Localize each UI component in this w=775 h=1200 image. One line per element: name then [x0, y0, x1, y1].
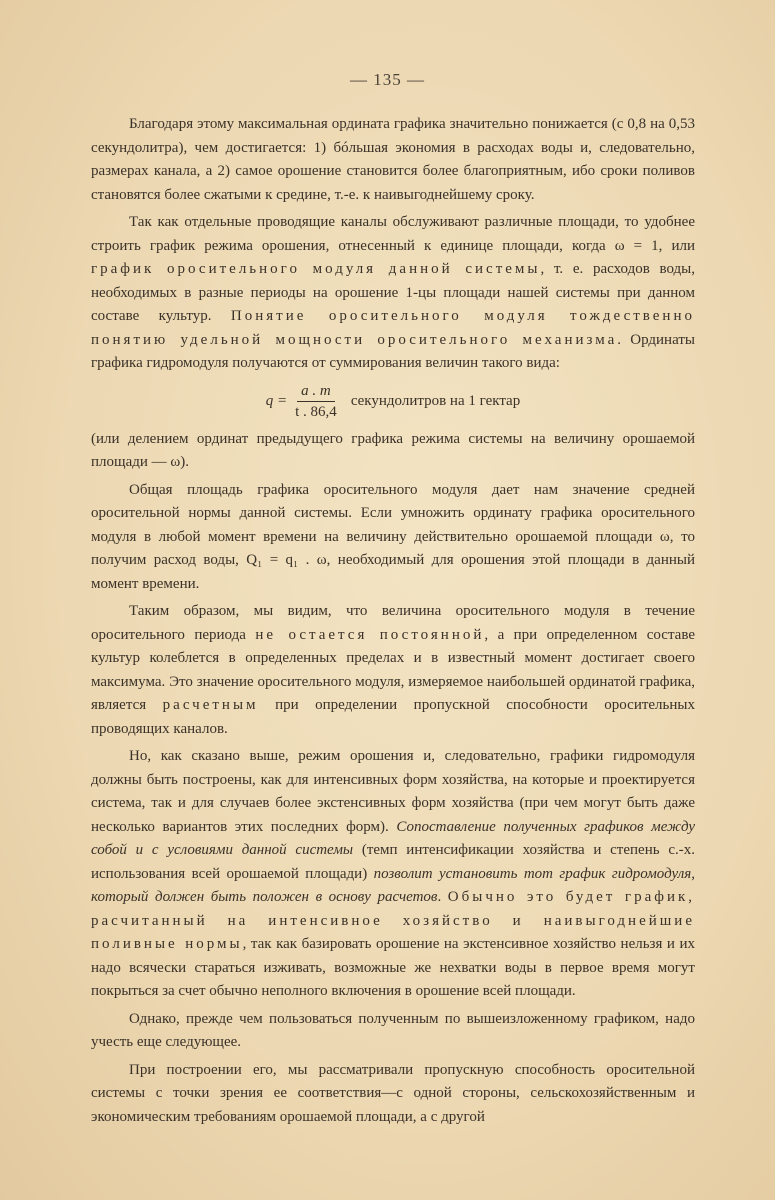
formula-numerator: a . m [297, 381, 335, 402]
paragraph-6-italic-2: позволит установить тот график гидромодуля, который должен быть положен в основу расчетов [91, 865, 695, 905]
page-number: — 135 — [350, 70, 425, 89]
paragraph-6 [91, 745, 695, 1004]
paragraph-4: Общая площадь графика оросительного модуля дает нам значение средней оросительной нормы данной системы. Если умножить ординату графика оросительного модуля в любой момент времени на величину действительно орошаемой площади ω, то получим расход воды, Q₁ = q₁ . ω, необходимый для орошения этой площади в данный момент времени. [91, 481, 695, 592]
body-text [91, 113, 695, 1129]
formula [91, 376, 695, 428]
formula-denominator: t . 86,4 [295, 404, 337, 420]
paragraph-6-part-g: , так как базировать орошение на экстенсивное хозяйство нельзя и их надо всячески стараться изживать, возможные же нехватки воды в первое время могут покрыться за счет обычно неполного включения в орошение всей площади. [91, 936, 695, 999]
paragraph-5-emphasis-1: не остается постоянной [255, 626, 485, 643]
paragraph-8: При построении его, мы рассматривали пропускную способность оросительной системы с точки зрения ее соответствия—с одной стороны, сельскохозяйственным и экономическим требованиям орошаемой площади, а с другой [91, 1061, 695, 1125]
paragraph-5 [91, 600, 695, 741]
paragraph-2 [91, 211, 695, 376]
paragraph-2-part-a: Так как отдельные проводящие каналы обслуживают различные площади, то удобнее строить график режима орошения, отнесенный к единице площади, когда ω = 1, или [91, 214, 695, 254]
paragraph-5-part-e: при определении пропускной способности оросительных проводящих каналов. [91, 697, 695, 737]
paragraph-6-part-e: . [437, 889, 448, 905]
paragraph-2-emphasis-2: Понятие оросительного модуля тождественно понятию удельной мощности оросительного механизма [91, 308, 695, 348]
paragraph-3: (или делением ординат предыдущего графика режима системы на величину орошаемой площади — ω). [91, 430, 695, 470]
formula-lhs: q = [265, 393, 288, 409]
formula-rhs: секундолитров на 1 гектар [350, 393, 521, 409]
paragraph-5-emphasis-2: расчетным [162, 697, 259, 713]
paragraph-6-part-a: Но, как сказано выше, режим орошения и, следовательно, графики гидромодуля должны быть построены, как для интенсивных форм хозяйства, на которые и проектируется система, так и для случаев более экстенсивных форм хозяйства (при чем могут быть даже несколько вариантов этих последних форм). [91, 748, 695, 835]
paragraph-5-part-c: , а при определенном составе культур колеблется в определенных пределах и в известный момент достигает своего максимума. Это значение оросительного модуля, измеряемое наибольшей ординатой графика, является [91, 626, 695, 713]
paragraph-5-part-a: Таким образом, мы видим, что величина оросительного модуля в течение оросительного периода [91, 603, 695, 643]
paragraph-2-part-e: . Ординаты графика гидромодуля получаются от суммирования величин такого вида: [91, 331, 695, 371]
paragraph-7: Однако, прежде чем пользоваться полученным по вышеизложенному графиком, надо учесть еще следующее. [91, 1010, 695, 1050]
paragraph-6-italic-1: Сопоставление полученных графиков между собой и с условиями данной системы [91, 818, 695, 858]
paragraph-6-part-c: (темп интенсификации хозяйства и степень с.-х. использования всей орошаемой площади) [91, 842, 695, 882]
paragraph-2-emphasis-1: график оросительного модуля данной системы [91, 261, 541, 277]
paragraph-6-emphasis: Обычно это будет график, расчитанный на интенсивное хозяйство и наивыгоднейшие поливные нормы [91, 889, 696, 952]
paragraph-1: Благодаря этому максимальная ордината графика значительно понижается (с 0,8 на 0,53 секундолитра), чем достигается: 1) бóльшая экономия в расходах воды и, следовательно, размерах канала, а 2) самое орошение становится более благоприятным, ибо сроки поливов становятся более сжатыми к средине, т.-е. к наивыгоднейшему сроку. [91, 116, 695, 203]
paragraph-2-part-c: , т. е. расходов воды, необходимых в разные периоды на орошение 1-цы площади нашей системы при данном составе культур. [91, 261, 695, 324]
formula-fraction [291, 381, 341, 422]
